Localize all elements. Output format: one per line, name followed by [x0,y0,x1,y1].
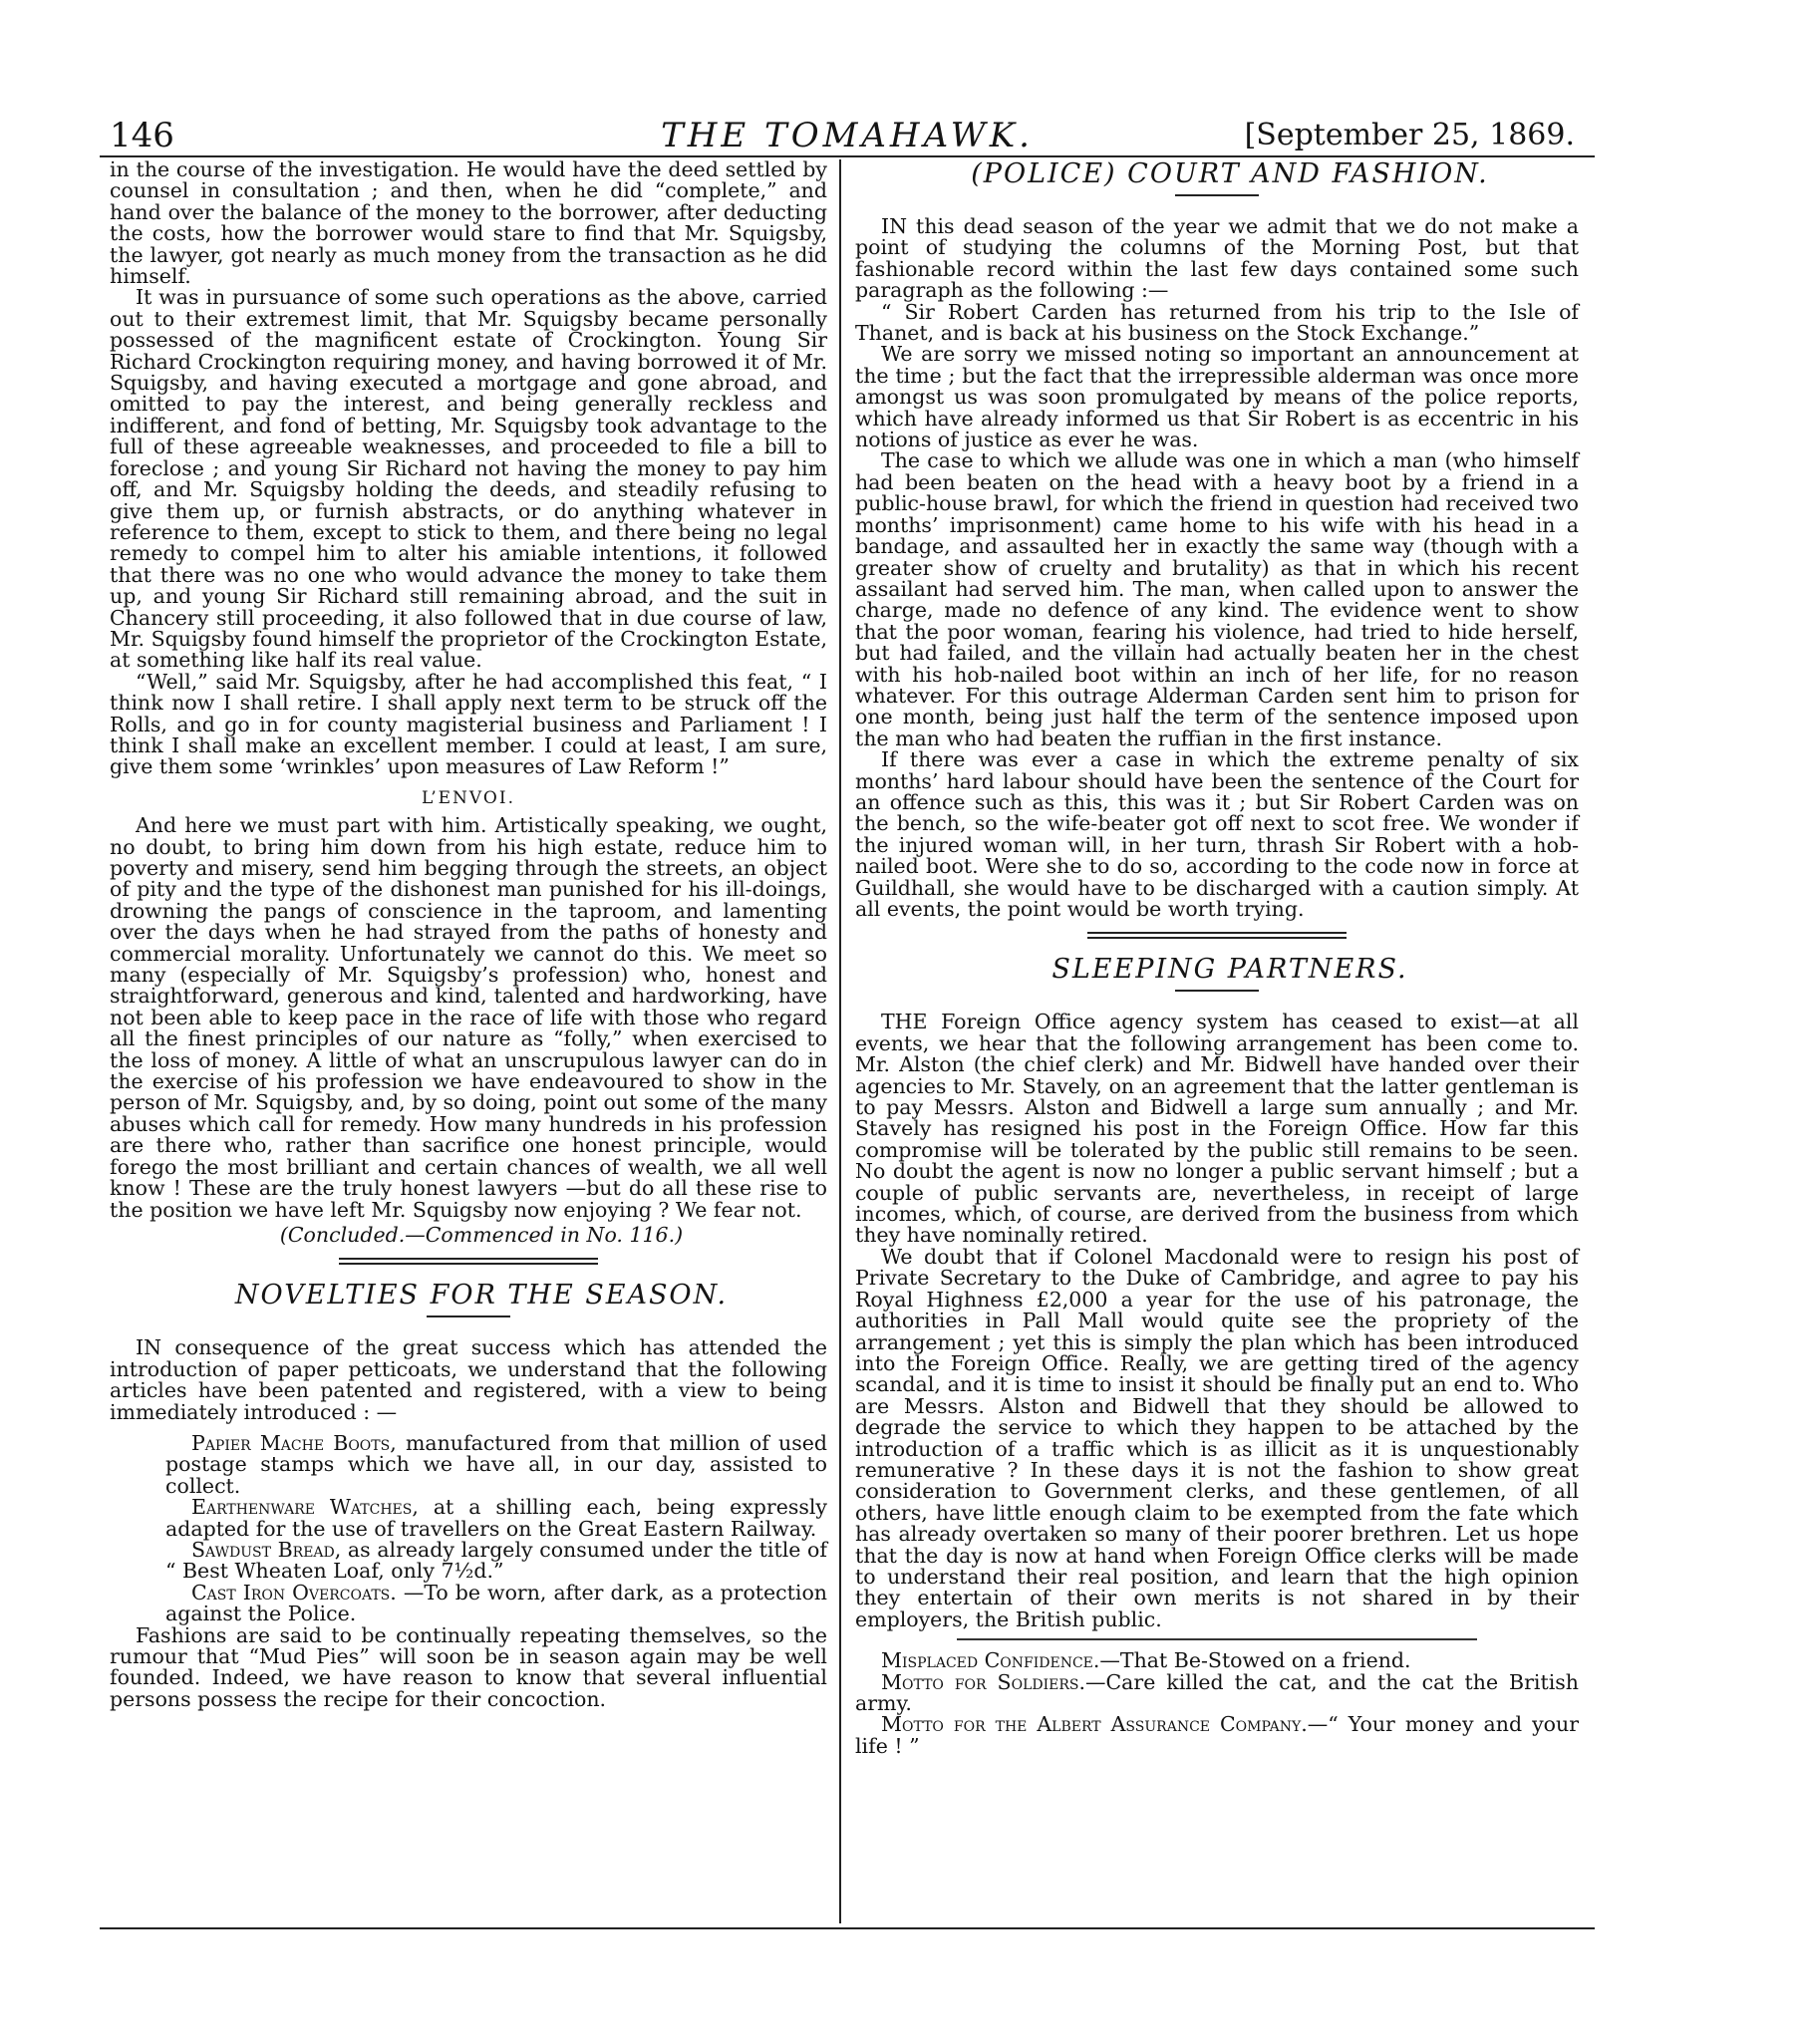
page-number: 146 [110,116,174,155]
novelty-item [110,1537,827,1584]
right-column [855,159,1579,1757]
squib [855,1714,1579,1757]
novelty-item-text: at a shilling each, being expressly adapted for the use of travellers on the Great Eastern Railway. [165,1495,827,1541]
novelty-item-text: as already largely consumed under the title of “ Best Wheaten Loaf, only 7½d.” [165,1537,827,1584]
police-paragraph: We are sorry we missed noting so important an announcement at the time ; but the fact that the irrepressible alderman was once more amongst us was soon promulgated by means of the police reports, which have already informed us that Sir Robert is as eccentric in his notions of justice as ever he was. [855,342,1579,452]
squib-head: Misplaced Confidence. [881,1648,1100,1673]
squib-divider [957,1638,1478,1640]
squib [855,1650,1579,1671]
column-divider [839,159,841,1923]
police-paragraph: If there was ever a case in which the extreme penalty of six months’ hard labour should have been the sentence of the Court for an offence such as this, this was it ; but Sir Robert Carden was on the bench, so the wife-beater got off next to scot free. We wonder if the injured woman will, in her turn, thrash Sir Robert with a hob-nailed boot. Were she to do so, according to the code now in force at Guildhall, she would have to be discharged with a caution simply. At all events, the point would be worth trying. [855,747,1579,921]
police-paragraph: The case to which we allude was one in which a man (who himself had been beaten on the head with a heavy boot by a friend in a public-house brawl, for which the friend in question had received two months’ imprisonment) came home to his wife with his head in a bandage, and assaulted her in exactly the same way (though with a greater show of cruelty and brutality) as that in which his recent assailant had served him. The man, when called upon to answer the charge, made no defence of any kind. The evidence went to show that the poor woman, fearing his violence, had tried to hide herself, but had failed, and the villain had actually beaten her in the chest with his hob-nailed boot within an inch of her life, for no reason whatever. For this outrage Alderman Carden sent him to prison for one month, being just half the term of the sentence imposed upon the man who had beaten the ruffian in the first instance. [855,448,1579,750]
article-paragraph: “Well,” said Mr. Squigsby, after he had accomplished this feat, “ I think now I shall retire. I shall apply next term to be struck off the Rolls, and go in for county magisterial business and Parliament ! I think I shall make an excellent member. I could at least, I am sure, give them some ‘wrinkles’ upon measures of Law Reform !” [110,669,827,779]
police-title: (POLICE) COURT AND FASHION. [971,158,1489,189]
squib-text: —“ Your money and your life ! ” [855,1712,1579,1758]
masthead [100,112,1595,157]
article-paragraph: It was in pursuance of some such operations as the above, carried out to their extremest limit, that Mr. Squigsby became personally possessed of the magnificent estate of Crockington. Young Sir Richard Crockington requiring money, and having borrowed it of Mr. Squigsby, and having executed a mortgage and gone abroad, and omitted to pay the interest, and being generally reckless and indifferent, and fond of betting, Mr. Squigsby took advantage to the full of these agreeable weaknesses, and proceeded to file a bill to foreclose ; and young Sir Richard not having the money to pay him off, and Mr. Squigsby holding the deeds, and steadily refusing to give them up, or furnish abstracts, or do anything whatever in reference to them, except to stick to them, and there being no legal remedy to compel him to alter his amiable intentions, it followed that there was no one who would advance the money to take them up, and young Sir Richard still remaining abroad, and the suit in Chancery still proceeding, it also followed that in due course of law, Mr. Squigsby found himself the proprietor of the Crockington Estate, at something like half its real value. [110,285,827,673]
sleeping-paragraph: THE Foreign Office agency system has ceased to exist—at all events, we hear that the following arrangement has been come to. Mr. Alston (the chief clerk) and Mr. Bidwell have handed over their agencies to Mr. Stavely, on an agreement that the latter gentleman is to pay Messrs. Alston and Bidwell a large sum annually ; and Mr. Stavely has resigned his post in the Foreign Office. How far this compromise will be tolerated by the public still remains to be seen. No doubt the agent is now no longer a public servant himself ; but a couple of public servants are, nevertheless, in receipt of large incomes, which, of course, are derived from the business from which they have nominally retired. [855,1010,1579,1248]
novelties-closing: Fashions are said to be continually repeating themselves, so the rumour that “Mud Pies” will soon be in season again may be well founded. Indeed, we have reason to know that several influential persons possess the recipe for their concoction. [110,1622,827,1711]
police-paragraph: IN this dead season of the year we admit that we do not make a point of studying the columns of the Morning Post, but that fashionable record within the last few days contained some such paragraph as the following :— [855,214,1579,303]
novelty-item-head: Sawdust Bread, [191,1537,342,1562]
concluded-note: (Concluded.—Commenced in No. 116.) [279,1222,684,1247]
envoi-paragraph: And here we must part with him. Artistically speaking, we ought, no doubt, to bring him down from his high estate, reduce him to poverty and misery, send him begging through the streets, an object of pity and the type of the dishonest man punished for his ill-doings, drowning the pangs of conscience in the taproom, and lamenting over the days when he had strayed from the paths of honesty and commercial morality. Unfortunately we cannot do this. We meet so many (especially of Mr. Squigsby’s profession) who, honest and straightforward, generous and kind, talented and hardworking, have not been able to keep pace in the race of life with those who regard all the finest principles of our nature as “folly,” when exercised to the loss of money. A little of what an unscrupulous lawyer can do in the exercise of his profession we have endeavoured to show in the person of Mr. Squigsby, and, by so doing, point out some of the many abuses which call for remedy. How many hundreds in his profession are there who, rather than sacrifice one honest principle, would forego the most brilliant and certain chances of wealth, we all well know ! These are the truly honest lawyers —but do all these rise to the position we have left Mr. Squigsby now enjoying ? We fear not. [110,813,827,1222]
sleeping-title: SLEEPING PARTNERS. [1051,954,1408,986]
left-column [110,159,827,1710]
police-paragraph: “ Sir Robert Carden has returned from his trip to the Isle of Thanet, and is back at his business on the Stock Exchange.” [855,299,1579,346]
novelty-item-head: Papier Mache Boots, [191,1430,397,1455]
novelty-item-text: —To be worn, after dark, as a protection against the Police. [165,1580,827,1626]
novelty-item-head: Cast Iron Overcoats. [191,1580,397,1605]
section-divider [339,1258,598,1265]
article-paragraph: in the course of the investigation. He would have the deed settled by counsel in consultation ; and then, when he did “complete,” and hand over the balance of the money to the borrower, after deducting the costs, how the borrower would stare to find that Mr. Squigsby, the lawyer, got nearly as much money from the transaction as he did himself. [110,157,827,289]
novelty-item-head: Earthenware Watches, [191,1495,419,1520]
title-rule [427,1315,510,1317]
novelties-title: NOVELTIES FOR THE SEASON. [234,1280,729,1312]
issue-date: [September 25, 1869. [1244,118,1575,152]
novelty-item [110,1580,827,1626]
publication-title: THE TOMAHAWK. [661,116,1034,155]
squib-text: —Care killed the cat, and the cat the British army. [855,1669,1579,1715]
envoi-heading: L’ENVOI. [422,787,515,808]
squib-head: Motto for the Albert Assurance Company. [881,1712,1308,1737]
squib [855,1669,1579,1715]
section-divider [1087,932,1347,939]
title-rule [1175,990,1259,992]
novelty-item [110,1430,827,1498]
novelties-intro: IN consequence of the great success which has attended the introduction of paper petticoats, we understand that the following articles have been patented and registered, with a view to being immediately introduced : — [110,1335,827,1424]
title-rule [1175,194,1259,196]
squib-text: —That Be-Stowed on a friend. [1099,1648,1411,1673]
novelty-item [110,1497,827,1540]
novelty-item-text: manufactured from that million of used postage stamps which we have all, in our day, assisted to collect. [165,1430,827,1498]
bottom-rule [100,1927,1595,1929]
sleeping-paragraph: We doubt that if Colonel Macdonald were to resign his post of Private Secretary to the Duke of Cambridge, and agree to pay his Royal Highness £2,000 a year for the use of his patronage, the authorities in Pall Mall would quite see the propriety of the arrangement ; yet this is simply the plan which has been introduced into the Foreign Office. Really, we are getting tired of the agency scandal, and it is time to insist it should be finally put an end to. Who are Messrs. Alston and Bidwell that they should be allowed to degrade the service to which they happen to be attached by the introduction of a traffic which is as illicit as it is unquestionably remunerative ? In these days it is not the fashion to show great consideration to Government clerks, and these gentlemen, of all others, have little enough claim to be exempted from the fate which has already overtaken so many of their poorer brethren. Let us hope that the day is now at hand when Foreign Office clerks will be made to understand their real position, and learn that the high opinion they entertain of their own merits is not shared in by their employers, the British public. [855,1244,1579,1631]
squib-head: Motto for Soldiers. [881,1669,1085,1694]
